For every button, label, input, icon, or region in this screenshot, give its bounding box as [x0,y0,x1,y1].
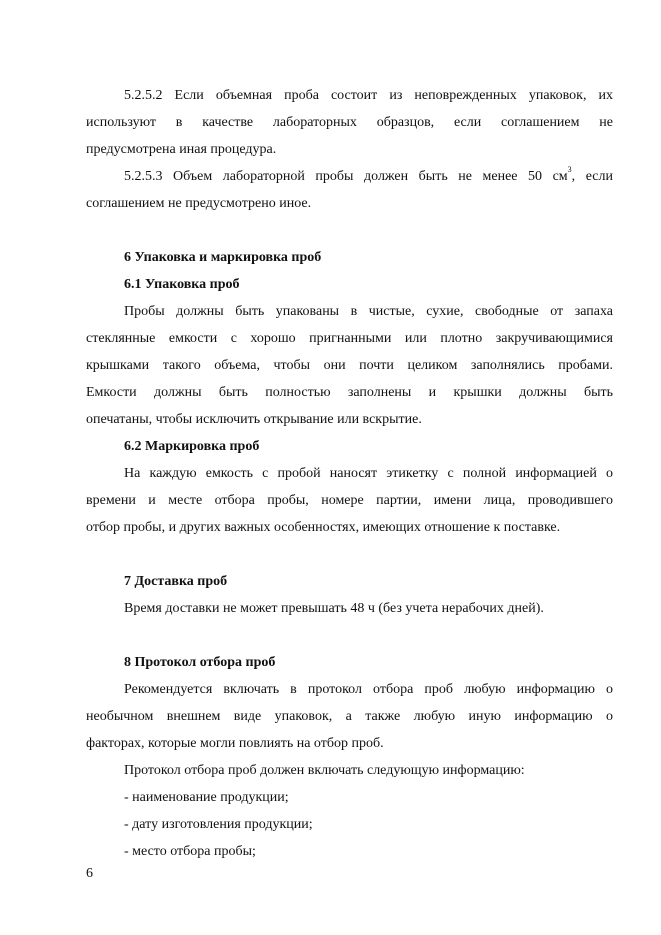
paragraph-5-2-5-3-line-1 [124,167,613,187]
section-6-1-heading: 6.1 Упаковка проб [124,277,240,292]
volume-text-tail: , если [571,169,613,184]
paragraph-5-2-5-2-line-1: 5.2.5.2 Если объемная проба состоит из неповрежденных упаковок, их [124,88,613,103]
cubic-superscript: 3 [567,165,572,175]
section-6-2-line: отбор пробы, и других важных особенностях, имеющих отношение к поставке. [86,520,561,535]
section-8-paragraph-line: Рекомендуется включать в протокол отбора проб любую информацию о [124,682,613,697]
section-6-1-line: крышками такого объема, чтобы они почти целиком заполнялись пробами. [86,358,613,373]
section-8-paragraph-line: необычном внешнем виде упаковок, а также любую иную информацию о [86,709,613,724]
section-8-heading: 8 Протокол отбора проб [124,655,276,670]
section-6-1-line: стеклянные емкости с хорошо пригнанными или плотно закручивающимися [86,331,613,346]
section-6-1-line: опечатаны, чтобы исключить открывание или вскрытие. [86,412,422,427]
section-8-paragraph-line: факторах, которые могли повлиять на отбор проб. [86,736,384,751]
section-6-1-line: Емкости должны быть полностью заполнены и крышки должны быть [86,385,613,400]
list-item: - наименование продукции; [124,790,289,805]
section-7-heading: 7 Доставка проб [124,574,228,589]
volume-text: 5.2.5.3 Объем лабораторной пробы должен быть не менее 50 см [124,169,568,184]
paragraph-5-2-5-3-line-2: соглашением не предусмотрено иное. [86,196,312,211]
section-6-heading: 6 Упаковка и маркировка проб [124,250,322,265]
section-6-1-line: Пробы должны быть упакованы в чистые, сухие, свободные от запаха [124,304,613,319]
section-8-list-intro: Протокол отбора проб должен включать следующую информацию: [124,763,525,778]
section-6-2-heading: 6.2 Маркировка проб [124,439,260,454]
section-6-2-line: На каждую емкость с пробой наносят этикетку с полной информацией о [124,466,613,481]
page-number: 6 [86,866,93,881]
list-item: - место отбора пробы; [124,844,256,859]
section-7-line: Время доставки не может превышать 48 ч (без учета нерабочих дней). [124,601,544,616]
paragraph-5-2-5-2-line-3: предусмотрена иная процедура. [86,142,277,157]
list-item: - дату изготовления продукции; [124,817,313,832]
paragraph-5-2-5-2-line-2: используют в качестве лабораторных образцов, если соглашением не [86,115,613,130]
section-6-2-line: времени и месте отбора пробы, номере партии, имени лица, проводившего [86,493,613,508]
